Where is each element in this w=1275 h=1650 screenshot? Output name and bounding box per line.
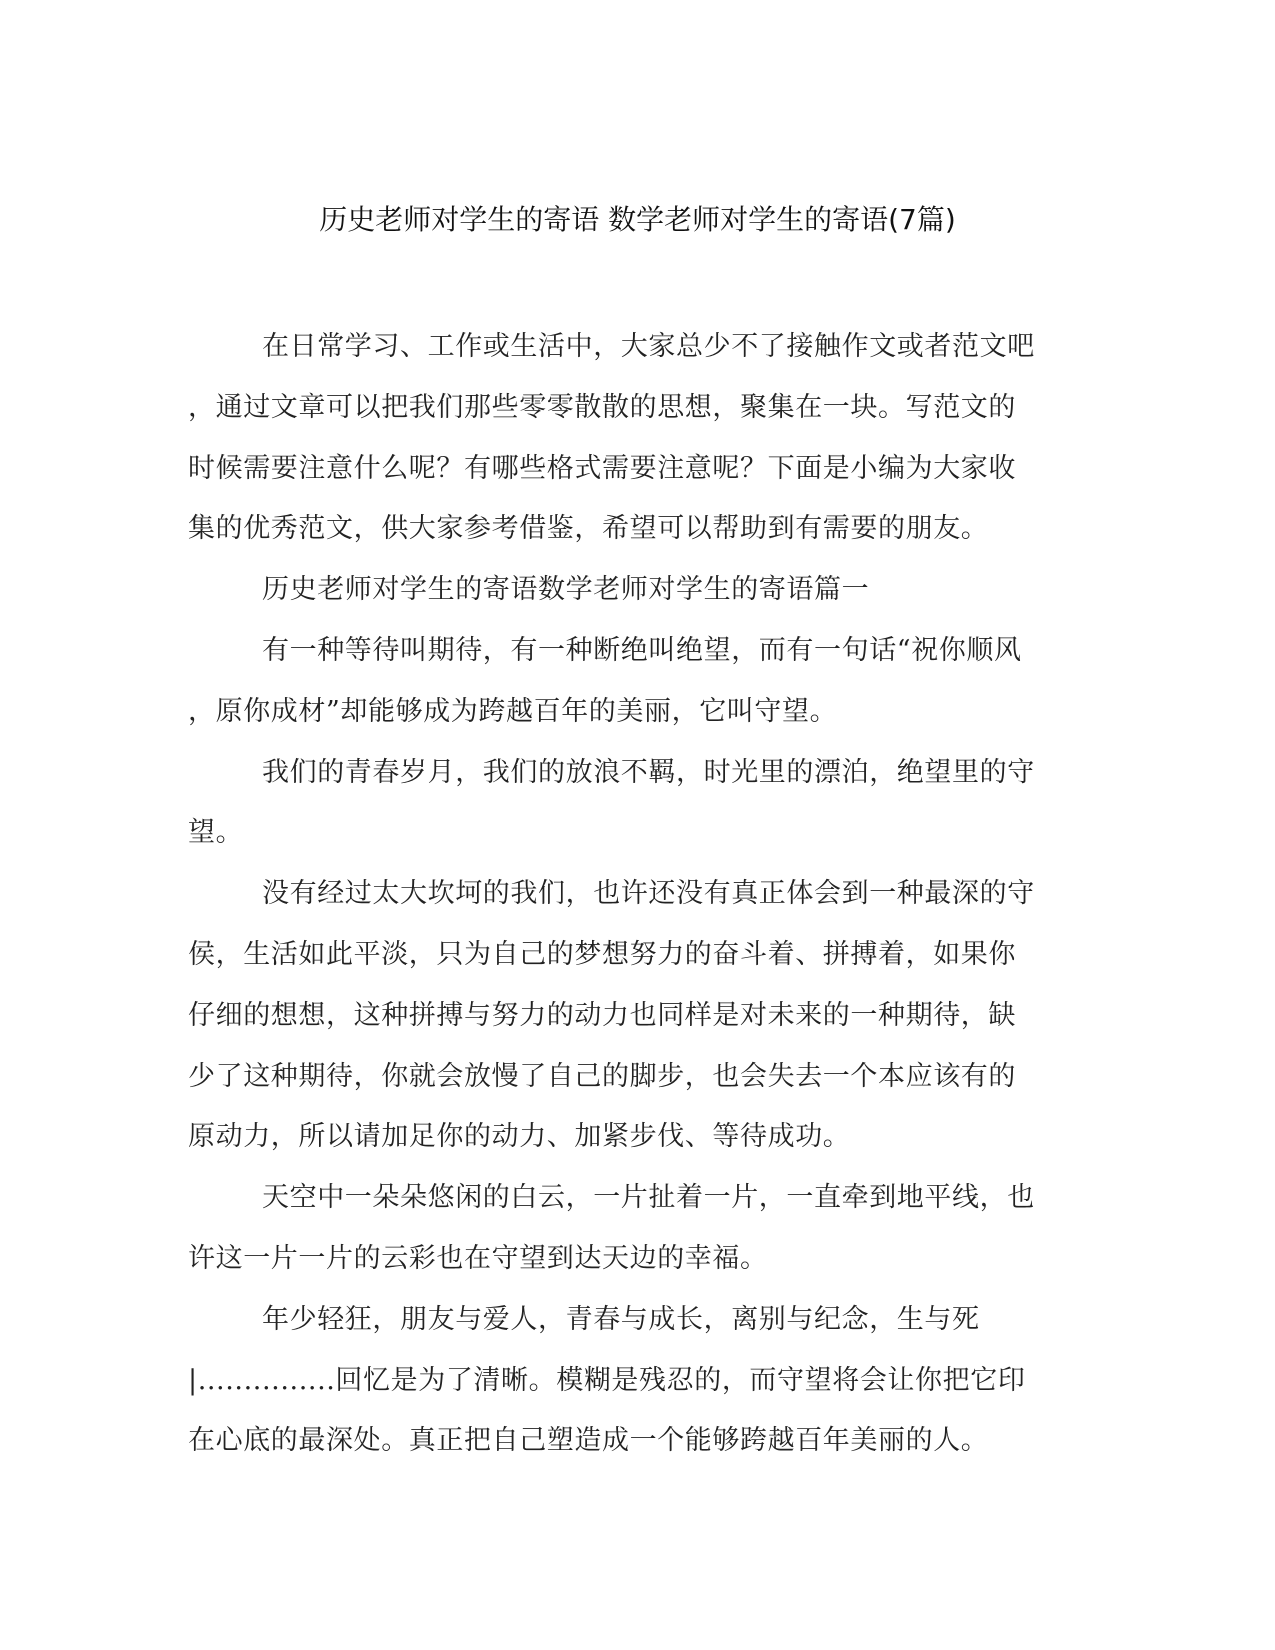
text-line: 在日常学习、工作或生活中，大家总少不了接触作文或者范文吧 [262, 331, 1035, 362]
text-line: 少了这种期待，你就会放慢了自己的脚步，也会失去一个本应该有的 [188, 1060, 1016, 1092]
text-line: 望。 [188, 817, 244, 849]
text-line: 在心底的最深处。真正把自己塑造成一个能够跨越百年美丽的人。 [188, 1425, 989, 1457]
text-line: 侯，生活如此平淡，只为自己的梦想努力的奋斗着、拼搏着，如果你 [188, 938, 1016, 970]
document-body [188, 327, 1073, 1482]
text-line: 天空中一朵朵悠闲的白云，一片扯着一片，一直牵到地平线，也 [262, 1182, 1035, 1214]
text-line: 仔细的想想，这种拼搏与努力的动力也同样是对未来的一种期待，缺 [188, 999, 1016, 1031]
text-line: 有一种等待叫期待，有一种断绝叫绝望，而有一句话“祝你顺风 [262, 634, 1022, 666]
text-line: |...............回忆是为了清晰。模糊是残忍的，而守望将会让你把它印 [188, 1364, 1026, 1396]
text-line: ，通过文章可以把我们那些零零散散的思想，聚集在一块。写范文的 [188, 391, 1016, 423]
text-line: 历史老师对学生的寄语数学老师对学生的寄语篇一 [262, 574, 870, 606]
text-line: 集的优秀范文，供大家参考借鉴，希望可以帮助到有需要的朋友。 [188, 513, 989, 545]
text-line: ，原你成材”却能够成为跨越百年的美丽，它叫守望。 [188, 695, 838, 727]
text-line: 原动力，所以请加足你的动力、加紧步伐、等待成功。 [188, 1121, 851, 1153]
text-line: 我们的青春岁月，我们的放浪不羁，时光里的漂泊，绝望里的守 [262, 756, 1035, 788]
text-line: 许这一片一片的云彩也在守望到达天边的幸福。 [188, 1242, 768, 1274]
text-line: 年少轻狂，朋友与爱人，青春与成长，离别与纪念，生与死 [262, 1303, 980, 1335]
text-line: 时候需要注意什么呢？有哪些格式需要注意呢？下面是小编为大家收 [188, 452, 1016, 484]
document-title: 历史老师对学生的寄语 数学老师对学生的寄语(7篇) [319, 203, 956, 236]
text-line: 没有经过太大坎坷的我们，也许还没有真正体会到一种最深的守 [262, 878, 1035, 910]
